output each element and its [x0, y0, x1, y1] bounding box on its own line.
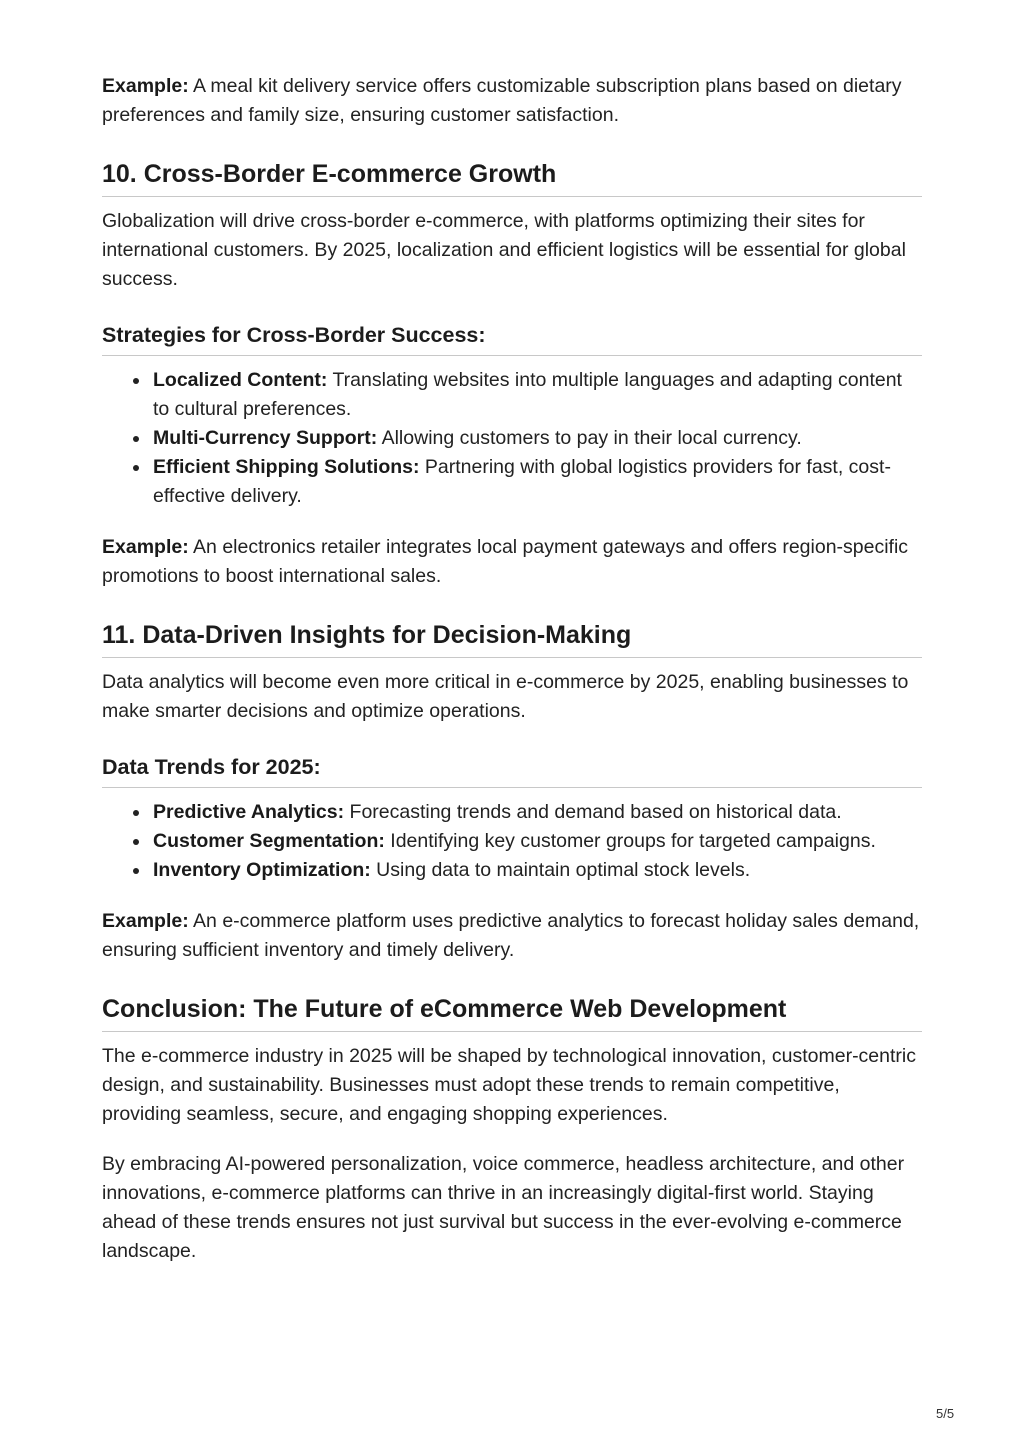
section-heading: 10. Cross-Border E-commerce Growth	[102, 158, 922, 197]
item-label: Efficient Shipping Solutions:	[153, 456, 420, 478]
item-label: Predictive Analytics:	[153, 801, 345, 823]
section-paragraph: Data analytics will become even more critical in e-commerce by 2025, enabling businesses to make smarter decisions and optimize operations.	[102, 671, 909, 722]
subsection-heading: Strategies for Cross-Border Success:	[102, 320, 922, 356]
item-label: Multi-Currency Support:	[153, 427, 378, 449]
list-item	[153, 856, 922, 885]
section-heading: 11. Data-Driven Insights for Decision-Making	[102, 619, 922, 658]
section-cross-border	[102, 158, 922, 591]
intro-example	[102, 72, 922, 130]
example-label: Example:	[102, 910, 189, 932]
list-item	[153, 424, 922, 453]
subsection-heading: Data Trends for 2025:	[102, 752, 922, 788]
list-item	[153, 798, 922, 827]
list-item	[153, 366, 922, 424]
item-text: Partnering with global logistics providers for fast, cost-effective delivery.	[153, 456, 891, 507]
document-page	[102, 72, 922, 1266]
data-trends-list	[102, 798, 922, 885]
list-item	[153, 453, 922, 511]
item-label: Localized Content:	[153, 369, 328, 391]
item-text: Translating websites into multiple languages and adapting content to cultural preferences.	[153, 369, 902, 420]
section-paragraph: Globalization will drive cross-border e-commerce, with platforms optimizing their sites for international customers. By 2025, localization and efficient logistics will be essential for global success.	[102, 210, 906, 290]
example-label: Example:	[102, 536, 189, 558]
section-example	[102, 533, 922, 591]
section-heading: Conclusion: The Future of eCommerce Web Development	[102, 993, 922, 1032]
item-text: Identifying key customer groups for targeted campaigns.	[384, 830, 876, 852]
item-text: Forecasting trends and demand based on historical data.	[344, 801, 842, 823]
item-label: Customer Segmentation:	[153, 830, 385, 852]
section-example	[102, 907, 922, 965]
section-data-driven	[102, 619, 922, 965]
example-label: Example:	[102, 75, 189, 97]
example-text: An e-commerce platform uses predictive analytics to forecast holiday sales demand, ensuring sufficient inventory and timely delivery.	[102, 910, 920, 961]
page-number: 5/5	[936, 1406, 955, 1421]
section-conclusion	[102, 993, 922, 1266]
strategy-list	[102, 366, 922, 511]
list-item	[153, 827, 922, 856]
example-text: A meal kit delivery service offers customizable subscription plans based on dietary preferences and family size, ensuring customer satisfaction.	[102, 75, 902, 126]
item-text: Using data to maintain optimal stock levels.	[370, 859, 751, 881]
item-label: Inventory Optimization:	[153, 859, 371, 881]
example-text: An electronics retailer integrates local payment gateways and offers region-specific promotions to boost international sales.	[102, 536, 909, 587]
conclusion-paragraph: By embracing AI-powered personalization, voice commerce, headless architecture, and other innovations, e-commerce platforms can thrive in an increasingly digital-first world. Staying ahead of these trends ensures not just survival but success in the ever-evolving e-commerce landscape.	[102, 1153, 905, 1262]
item-text: Allowing customers to pay in their local currency.	[377, 427, 802, 449]
conclusion-paragraph: The e-commerce industry in 2025 will be shaped by technological innovation, customer-centric design, and sustainability. Businesses must adopt these trends to remain competitive, providing seamless, secure, and engaging shopping experiences.	[102, 1045, 916, 1125]
